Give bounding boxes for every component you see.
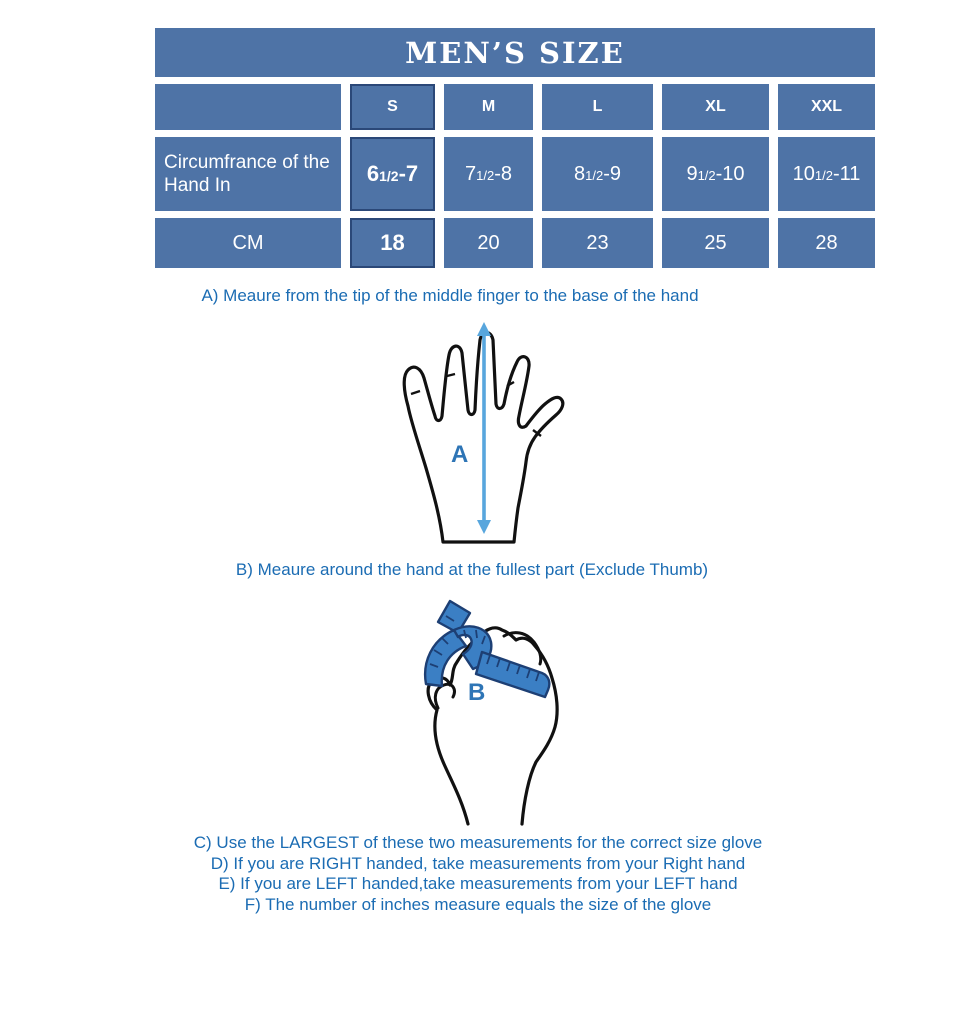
table-cell-cm-m: 20 <box>444 218 533 268</box>
table-cell-inch-s <box>350 137 435 211</box>
arrowhead-top <box>477 322 491 336</box>
instruction-step-e: E) If you are LEFT handed,take measurements from your LEFT hand <box>218 874 738 894</box>
table-corner-cell <box>155 84 341 130</box>
fist-illustration <box>392 586 582 826</box>
fist-measure-diagram <box>392 586 582 831</box>
column-header-xl: XL <box>662 84 769 130</box>
inch-value: 7 <box>465 162 477 185</box>
column-header-xxl: XXL <box>778 84 875 130</box>
inch-value: 9 <box>686 162 698 185</box>
inch-fraction: 1/2 <box>814 168 833 183</box>
inch-fraction: 1/2 <box>697 168 716 183</box>
inch-value-rest: -10 <box>715 162 745 185</box>
inch-value-rest: -7 <box>398 161 419 186</box>
column-header-m: M <box>444 84 533 130</box>
table-cell-inch-m <box>444 137 533 211</box>
diagram-label-a: A <box>451 441 469 468</box>
table-title: MEN’S SIZE <box>155 28 875 77</box>
diagram-label-b: B <box>468 679 486 706</box>
column-header-l: L <box>542 84 653 130</box>
hand-measure-diagram <box>383 310 573 553</box>
table-cell-cm-xxl: 28 <box>778 218 875 268</box>
instruction-step-b: B) Meaure around the hand at the fullest part (Exclude Thumb) <box>235 560 709 579</box>
column-header-s: S <box>350 84 435 130</box>
open-hand-illustration <box>383 310 573 548</box>
instruction-step-d: D) If you are RIGHT handed, take measurements from your Right hand <box>210 853 746 873</box>
mens-size-table <box>155 28 875 268</box>
inch-fraction: 1/2 <box>379 167 399 184</box>
inch-value: 6 <box>366 161 380 186</box>
row-label-circumference: Circumfrance of the Hand In <box>155 137 341 211</box>
instruction-step-a: A) Meaure from the tip of the middle finger to the base of the hand <box>201 286 699 305</box>
inch-value: 10 <box>792 162 815 185</box>
table-cell-cm-xl: 25 <box>662 218 769 268</box>
instruction-step-f: F) The number of inches measure equals the size of the glove <box>244 894 712 914</box>
inch-value: 8 <box>574 162 586 185</box>
inch-value-rest: -9 <box>603 162 621 185</box>
size-table-grid <box>155 84 875 268</box>
table-cell-inch-xl <box>662 137 769 211</box>
instructions-bottom-block <box>0 833 956 915</box>
table-cell-inch-l <box>542 137 653 211</box>
inch-value-rest: -11 <box>832 162 861 185</box>
table-cell-cm-l: 23 <box>542 218 653 268</box>
inch-fraction: 1/2 <box>476 168 495 183</box>
table-cell-inch-xxl <box>778 137 875 211</box>
inch-value-rest: -8 <box>494 162 512 185</box>
inch-fraction: 1/2 <box>585 168 604 183</box>
instruction-step-c: C) Use the LARGEST of these two measurements for the correct size glove <box>193 833 763 852</box>
table-cell-cm-s: 18 <box>350 218 435 268</box>
row-label-cm: CM <box>155 218 341 268</box>
